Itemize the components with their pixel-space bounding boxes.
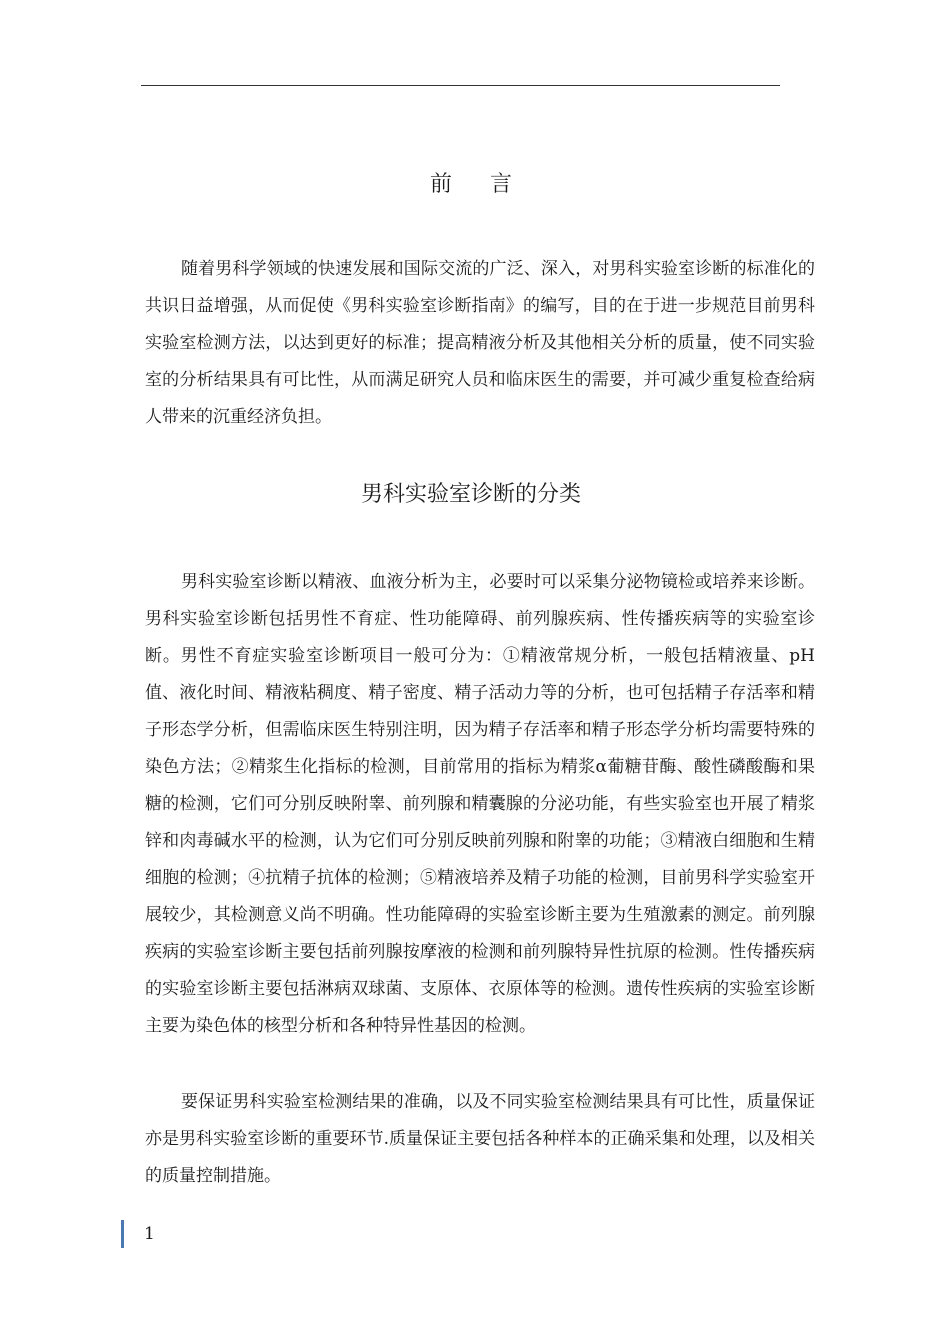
- preface-heading: [141, 170, 801, 200]
- page-number: 1: [144, 1224, 155, 1244]
- quality-paragraph: 要保证男科实验室检测结果的准确，以及不同实验室检测结果具有可比性，质量保证亦是男科实验室诊断的重要环节.质量保证主要包括各种样本的正确采集和处理，以及相关的质量控制措施。: [145, 1092, 815, 1186]
- preface-paragraph: 随着男科学领域的快速发展和国际交流的广泛、深入，对男科实验室诊断的标准化的共识日益增强，从而促使《男科实验室诊断指南》的编写，目的在于进一步规范目前男科实验室检测方法，以达到更好的标准；提高精液分析及其他相关分析的质量，使不同实验室的分析结果具有可比性，从而满足研究人员和临床医生的需要，并可减少重复检查给病人带来的沉重经济负担。: [145, 259, 815, 427]
- header-rule: [141, 85, 780, 86]
- classification-paragraph: 男科实验室诊断以精液、血液分析为主，必要时可以采集分泌物镜检或培养来诊断。男科实验室诊断包括男性不育症、性功能障碍、前列腺疾病、性传播疾病等的实验室诊断。男性不育症实验室诊断项目一般可分为：①精液常规分析，一般包括精液量、pH 值、液化时间、精液粘稠度、精子密度、精子活动力等的分析，也可包括精子存活率和精子形态学分析，但需临床医生特别注明，因为精子存活率和精子形态学分析均需要特殊的染色方法；②精浆生化指标的检测，目前常用的指标为精浆α葡糖苷酶、酸性磷酸酶和果糖的检测，它们可分别反映附睾、前列腺和精囊腺的分泌功能，有些实验室也开展了精浆锌和肉毒碱水平的检测，认为它们可分别反映前列腺和附睾的功能；③精液白细胞和生精细胞的检测；④抗精子抗体的检测；⑤精液培养及精子功能的检测，目前男科学实验室开展较少，其检测意义尚不明确。性功能障碍的实验室诊断主要为生殖激素的测定。前列腺疾病的实验室诊断主要包括前列腺按摩液的检测和前列腺特异性抗原的检测。性传播疾病的实验室诊断主要包括淋病双球菌、支原体、衣原体等的检测。遗传性疾病的实验室诊断主要为染色体的核型分析和各种特异性基因的检测。: [145, 572, 815, 1036]
- preface-heading-char-1: 前: [429, 172, 452, 197]
- preface-heading-char-2: 言: [490, 172, 513, 197]
- footer-accent-bar: [121, 1220, 124, 1248]
- classification-heading: 男科实验室诊断的分类: [360, 482, 581, 507]
